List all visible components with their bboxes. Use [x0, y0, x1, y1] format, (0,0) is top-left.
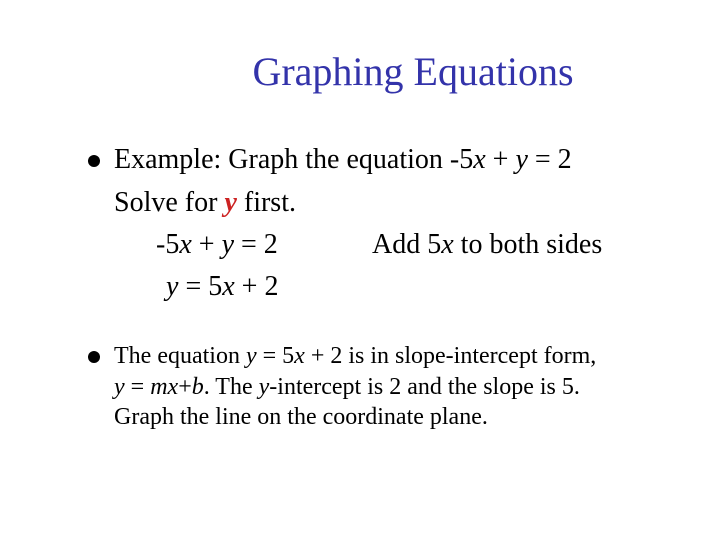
bullet-1-line-1: Example: Graph the equation -5x + y = 2: [114, 144, 572, 175]
bullet-1-line-2: Solve for y first.: [114, 187, 296, 218]
bullet-2-line-2: y = mx+b. The y-intercept is 2 and the slope is 5.: [114, 374, 580, 400]
bullet-2-marker: [88, 351, 100, 363]
bullet-2-line-1: The equation y = 5x + 2 is in slope-intercept form,: [114, 343, 597, 369]
bullet-1-line-3-equation: -5x + y = 2: [156, 229, 278, 260]
bullet-1-line-3-note: Add 5x to both sides: [372, 229, 603, 260]
bullet-1-line-4-equation: y = 5x + 2: [166, 271, 279, 302]
bullet-2-line-3: Graph the line on the coordinate plane.: [114, 404, 488, 430]
bullet-1-marker: [88, 155, 100, 167]
slide-title: Graphing Equations: [252, 49, 574, 94]
highlighted-variable-y: y: [224, 187, 237, 218]
